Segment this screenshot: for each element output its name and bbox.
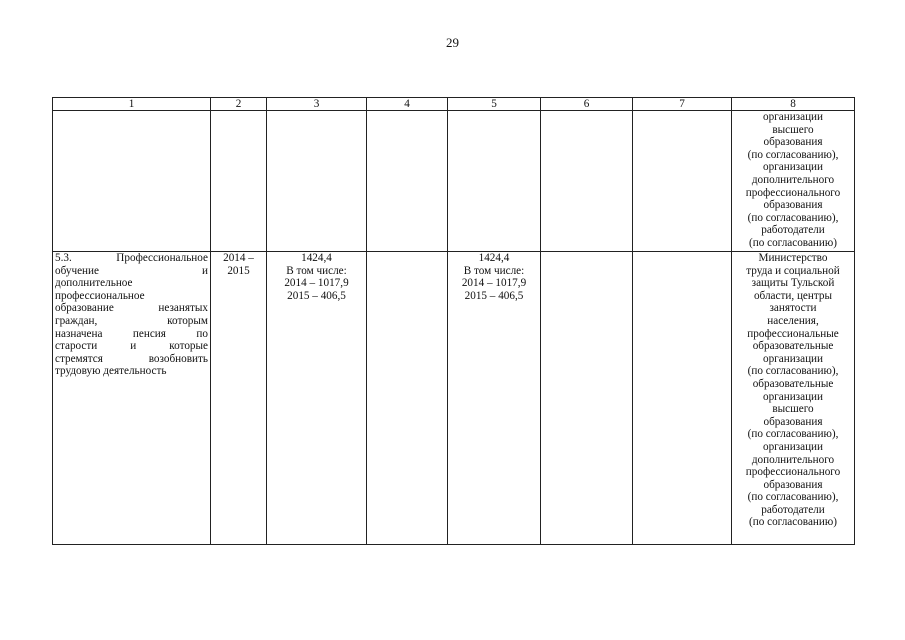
executor-line: высшего [772,123,814,136]
description-word: дополнительное [55,277,133,290]
executor-line: защиты Тульской [751,277,835,290]
cell-col4 [367,252,448,545]
cell-continuation-col6 [541,111,633,252]
description-line [55,340,208,353]
cell-continuation-col2 [211,111,267,252]
executor-line: профессионального [745,466,841,479]
cell-funding-total [267,252,367,545]
description-word: возобновить [148,352,208,365]
table-row-continuation [53,111,855,252]
description-line [55,365,208,378]
cell-continuation-col7 [633,111,732,252]
description-word: которым [167,314,208,327]
column-header-3: 3 [267,98,367,111]
description-word: трудовую деятельность [55,365,167,378]
table-row-5-3 [53,252,855,545]
description-word: пенсия [132,327,166,340]
period-line: 2015 [227,264,250,277]
description-line [55,315,208,328]
column-header-6: 6 [541,98,633,111]
executor-line: образования [763,199,823,212]
executor-line: образования [763,478,823,491]
description-line [55,302,208,315]
measures-table [52,97,855,545]
column-header-5: 5 [448,98,541,111]
description-word: Профессиональное [116,252,208,264]
funding-line: 2015 – 406,5 [464,289,524,302]
executor-line: (по согласованию), [747,491,839,504]
description-word: образование [55,302,114,315]
executor-line: дополнительного [751,173,835,186]
description-word: обучение [55,264,99,277]
description-word: которые [169,340,208,353]
cell-measure-description [53,252,211,545]
executor-line: организации [762,440,824,453]
funding-line: 1424,4 [478,252,510,264]
executor-line: (по согласованию) [749,516,837,529]
cell-executors [732,252,855,545]
description-line [55,252,208,265]
cell-period [211,252,267,545]
executor-line: области, центры [753,289,833,302]
description-word: и [202,264,208,277]
executor-line: профессионального [745,186,841,199]
description-word: незанятых [158,302,208,315]
cell-funding-regional [448,252,541,545]
funding-line: В том числе: [286,264,347,277]
executor-line: занятости [769,302,817,315]
executor-line: населения, [767,314,819,327]
executor-line: труда и социальной [746,264,840,277]
executor-line: (по согласованию), [747,428,839,441]
executor-line: (по согласованию), [747,148,839,161]
executor-line: образования [763,415,823,428]
executor-line: образовательные [752,377,834,390]
column-header-8: 8 [732,98,855,111]
description-line [55,265,208,278]
description-word: и [130,340,137,353]
page-number: 29 [446,35,459,50]
column-header-1: 1 [53,98,211,111]
description-line [55,328,208,341]
executor-line: (по согласованию), [747,211,839,224]
cell-continuation-col1 [53,111,211,252]
funding-line: 2014 – 1017,9 [284,277,349,290]
cell-continuation-col5 [448,111,541,252]
executor-line: образовательные [752,340,834,353]
description-word: назначена [55,327,103,340]
description-word: профессиональное [55,289,145,302]
funding-line: 2014 – 1017,9 [461,277,527,290]
executor-line: (по согласованию) [749,236,837,249]
column-header-2: 2 [211,98,267,111]
cell-continuation-col4 [367,111,448,252]
description-word: стремятся [55,352,103,365]
column-header-4: 4 [367,98,448,111]
executor-line: дополнительного [751,453,835,466]
executor-line: образования [763,136,823,149]
description-word: по [196,327,208,340]
description-line [55,277,208,290]
executor-line: организации [762,390,824,403]
column-header-7: 7 [633,98,732,111]
funding-line: В том числе: [463,264,525,277]
executor-line: организации [762,111,824,123]
executor-line: профессиональные [747,327,839,340]
executor-line: высшего [772,403,814,416]
cell-col6 [541,252,633,545]
description-word: 5.3. [55,252,72,264]
cell-continuation-col3 [267,111,367,252]
funding-line: 1424,4 [301,252,332,264]
executor-line: работодатели [761,503,825,516]
description-line [55,290,208,303]
executor-line: Министерство [758,252,828,264]
description-word: граждан, [55,314,98,327]
executor-line: организации [762,161,824,174]
executor-line: (по согласованию), [747,365,839,378]
table-header-row [53,98,855,111]
description-word: старости [55,340,98,353]
period-line: 2014 – [223,252,254,264]
executor-line: работодатели [761,224,825,237]
description-line [55,353,208,366]
cell-col7 [633,252,732,545]
executor-line: организации [762,352,824,365]
funding-line: 2015 – 406,5 [287,289,346,302]
cell-continuation-executors [732,111,855,252]
